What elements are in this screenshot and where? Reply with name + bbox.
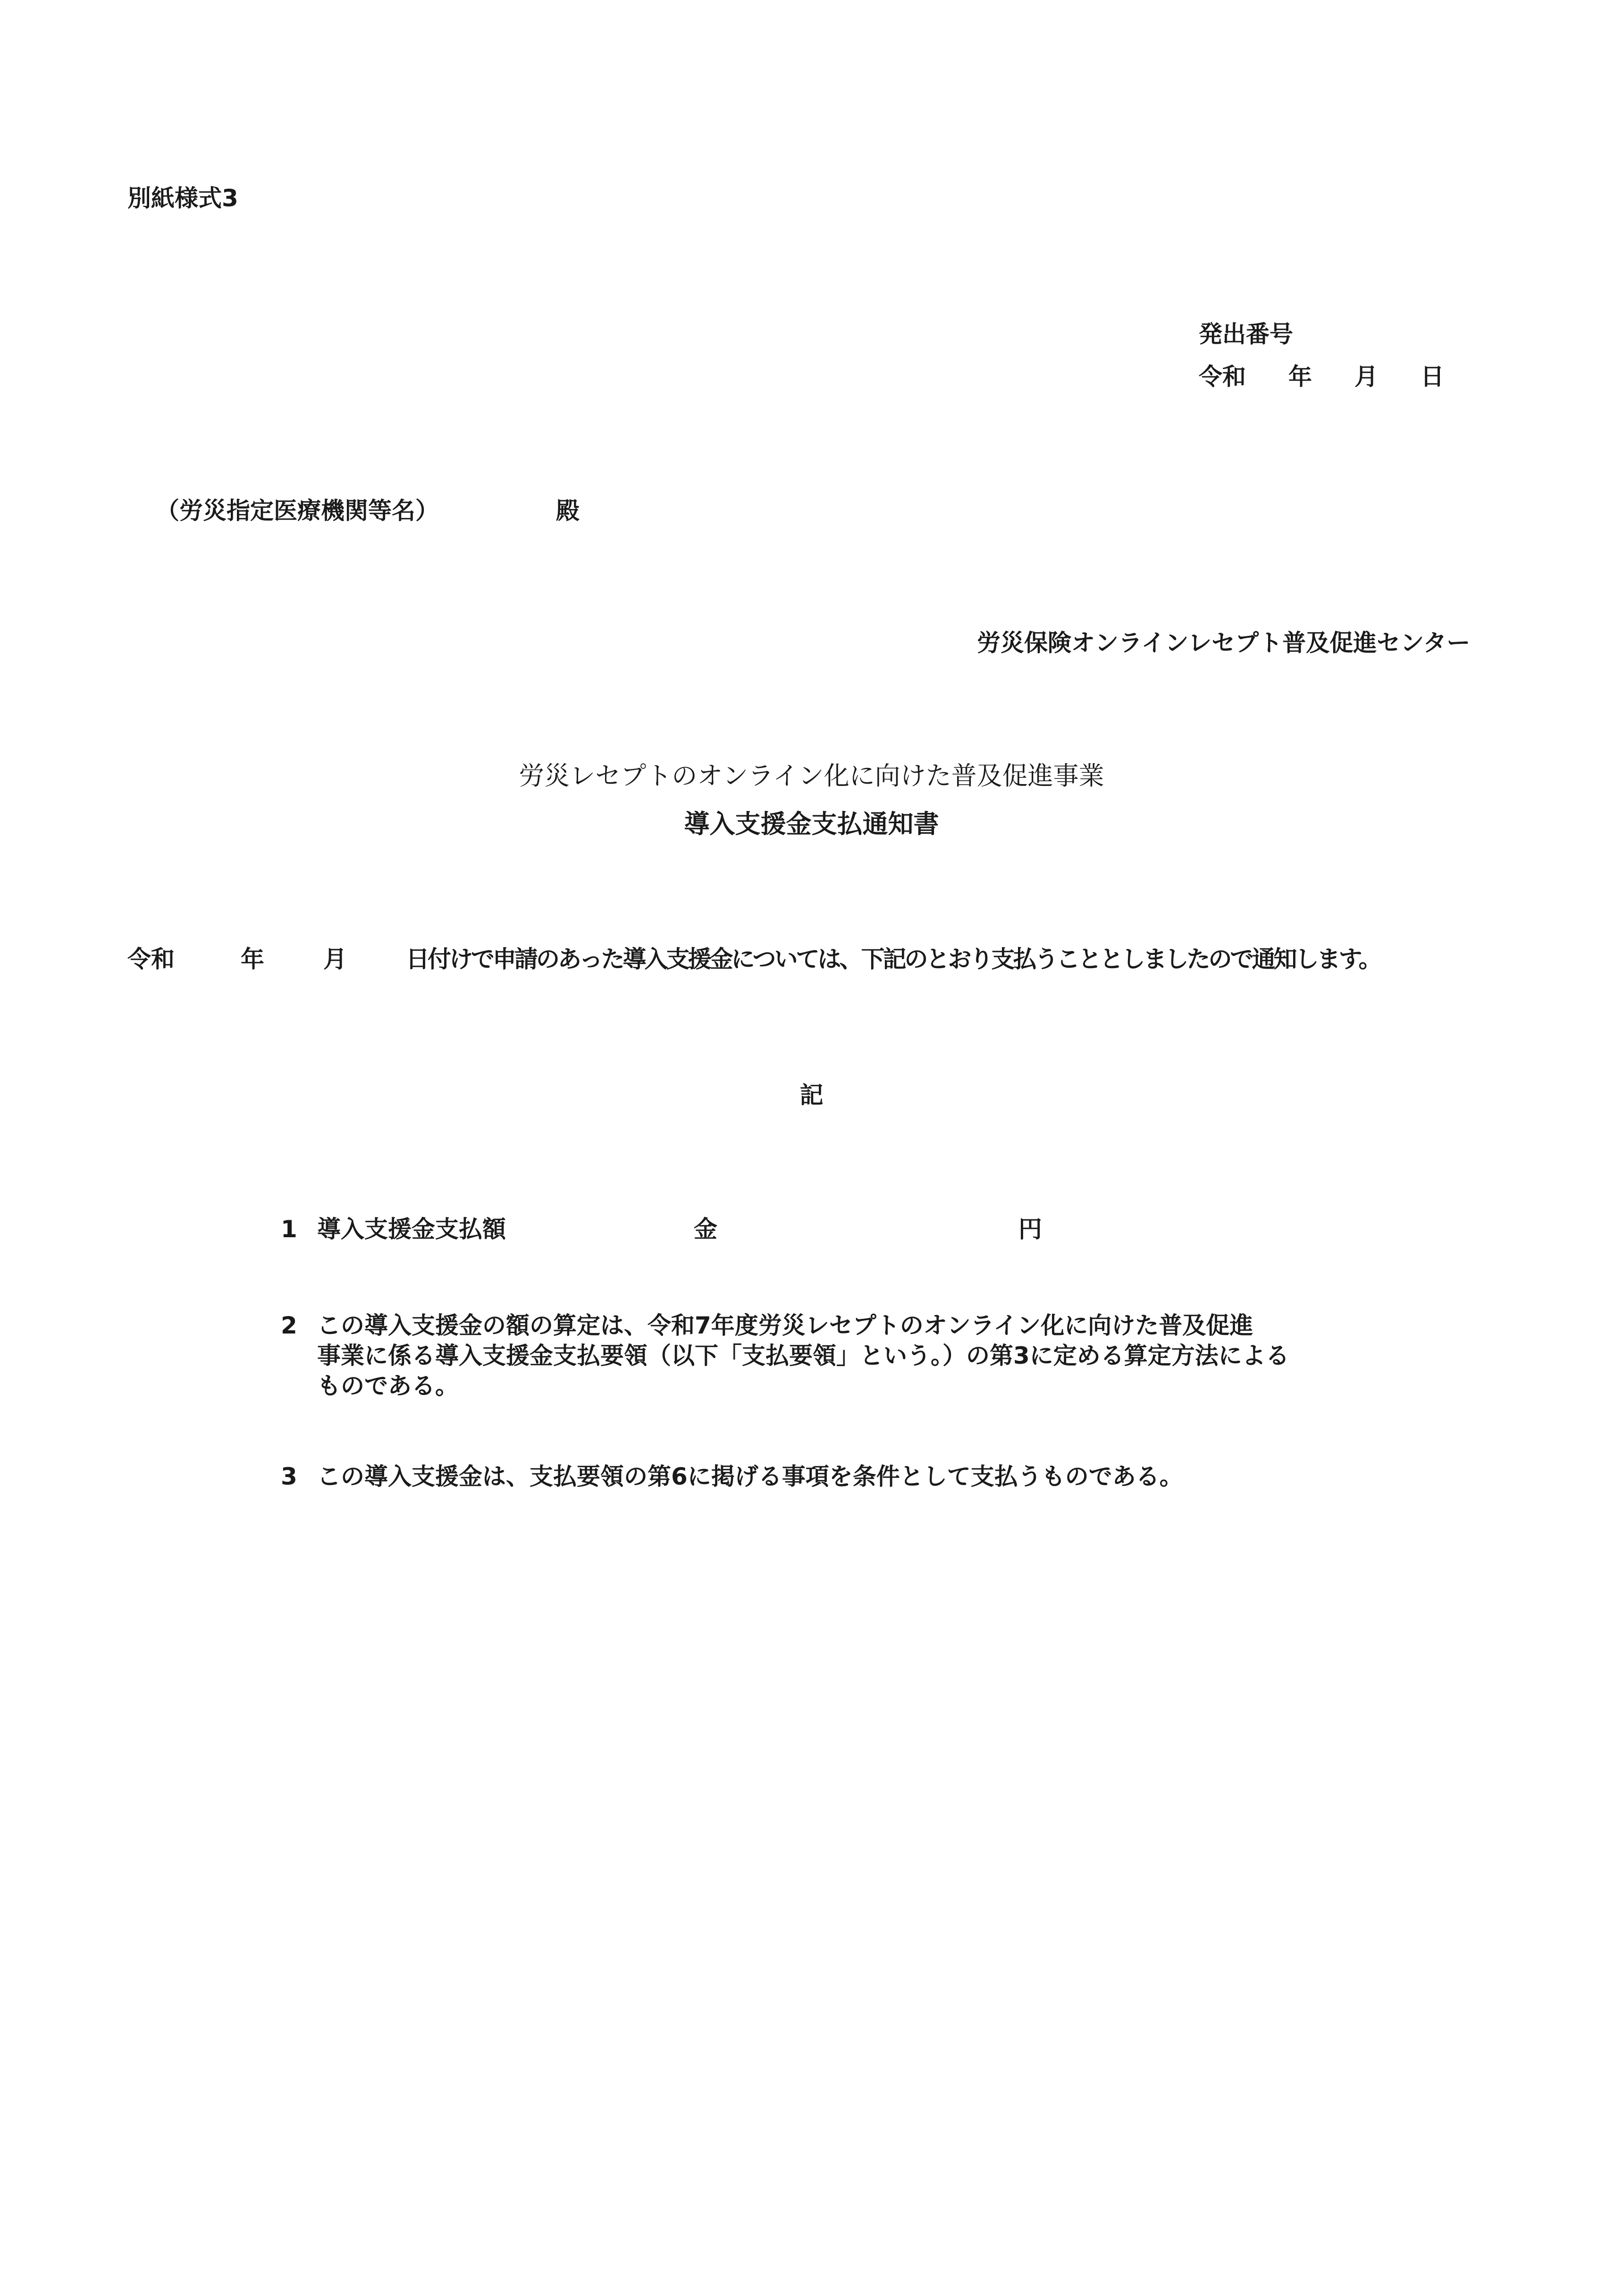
item-number: 3	[281, 1463, 297, 1490]
issue-date-day: 日	[1421, 363, 1444, 390]
amount-prefix: 金	[694, 1216, 717, 1243]
document-title-line2: 導入支援金支払通知書	[684, 809, 939, 839]
issue-date-era: 令和	[1199, 363, 1246, 390]
calculation-clause	[317, 1310, 1403, 1401]
issue-date-year: 年	[1288, 363, 1312, 390]
document-title-line1: 労災レセプトのオンライン化に向けた普及促進事業	[519, 761, 1104, 791]
issue-number-label: 発出番号	[1199, 321, 1293, 348]
calculation-clause-line: この導入支援金の額の算定は、令和7年度労災レセプトのオンライン化に向けた普及促進	[317, 1312, 1253, 1339]
calculation-clause-line: ものである。	[317, 1372, 459, 1400]
item-number: 2	[281, 1312, 297, 1339]
intro-month: 月	[323, 945, 347, 973]
intro-year: 年	[241, 945, 264, 973]
sender-name: 労災保険オンラインレセプト普及促進センター	[977, 629, 1471, 657]
intro-era: 令和	[127, 945, 175, 973]
condition-clause: この導入支援金は、支払要領の第6に掲げる事項を条件として支払うものである。	[317, 1463, 1183, 1490]
amount-suffix: 円	[1018, 1216, 1042, 1243]
issue-date-month: 月	[1354, 363, 1378, 390]
recipient-name: （労災指定医療機関等名）	[156, 497, 439, 524]
ki-heading: 記	[799, 1081, 824, 1109]
payment-amount-label: 導入支援金支払額	[317, 1216, 506, 1243]
intro-text: 日付けで申請のあった導入支援金については、下記のとおり支払うこととしましたので通知します。	[406, 945, 1380, 973]
calculation-clause-line: 事業に係る導入支援金支払要領（以下「支払要領」という。）の第3に定める算定方法による	[317, 1342, 1289, 1369]
form-label: 別紙様式3	[127, 185, 238, 212]
recipient-honorific: 殿	[556, 497, 580, 524]
item-number: 1	[281, 1216, 297, 1243]
